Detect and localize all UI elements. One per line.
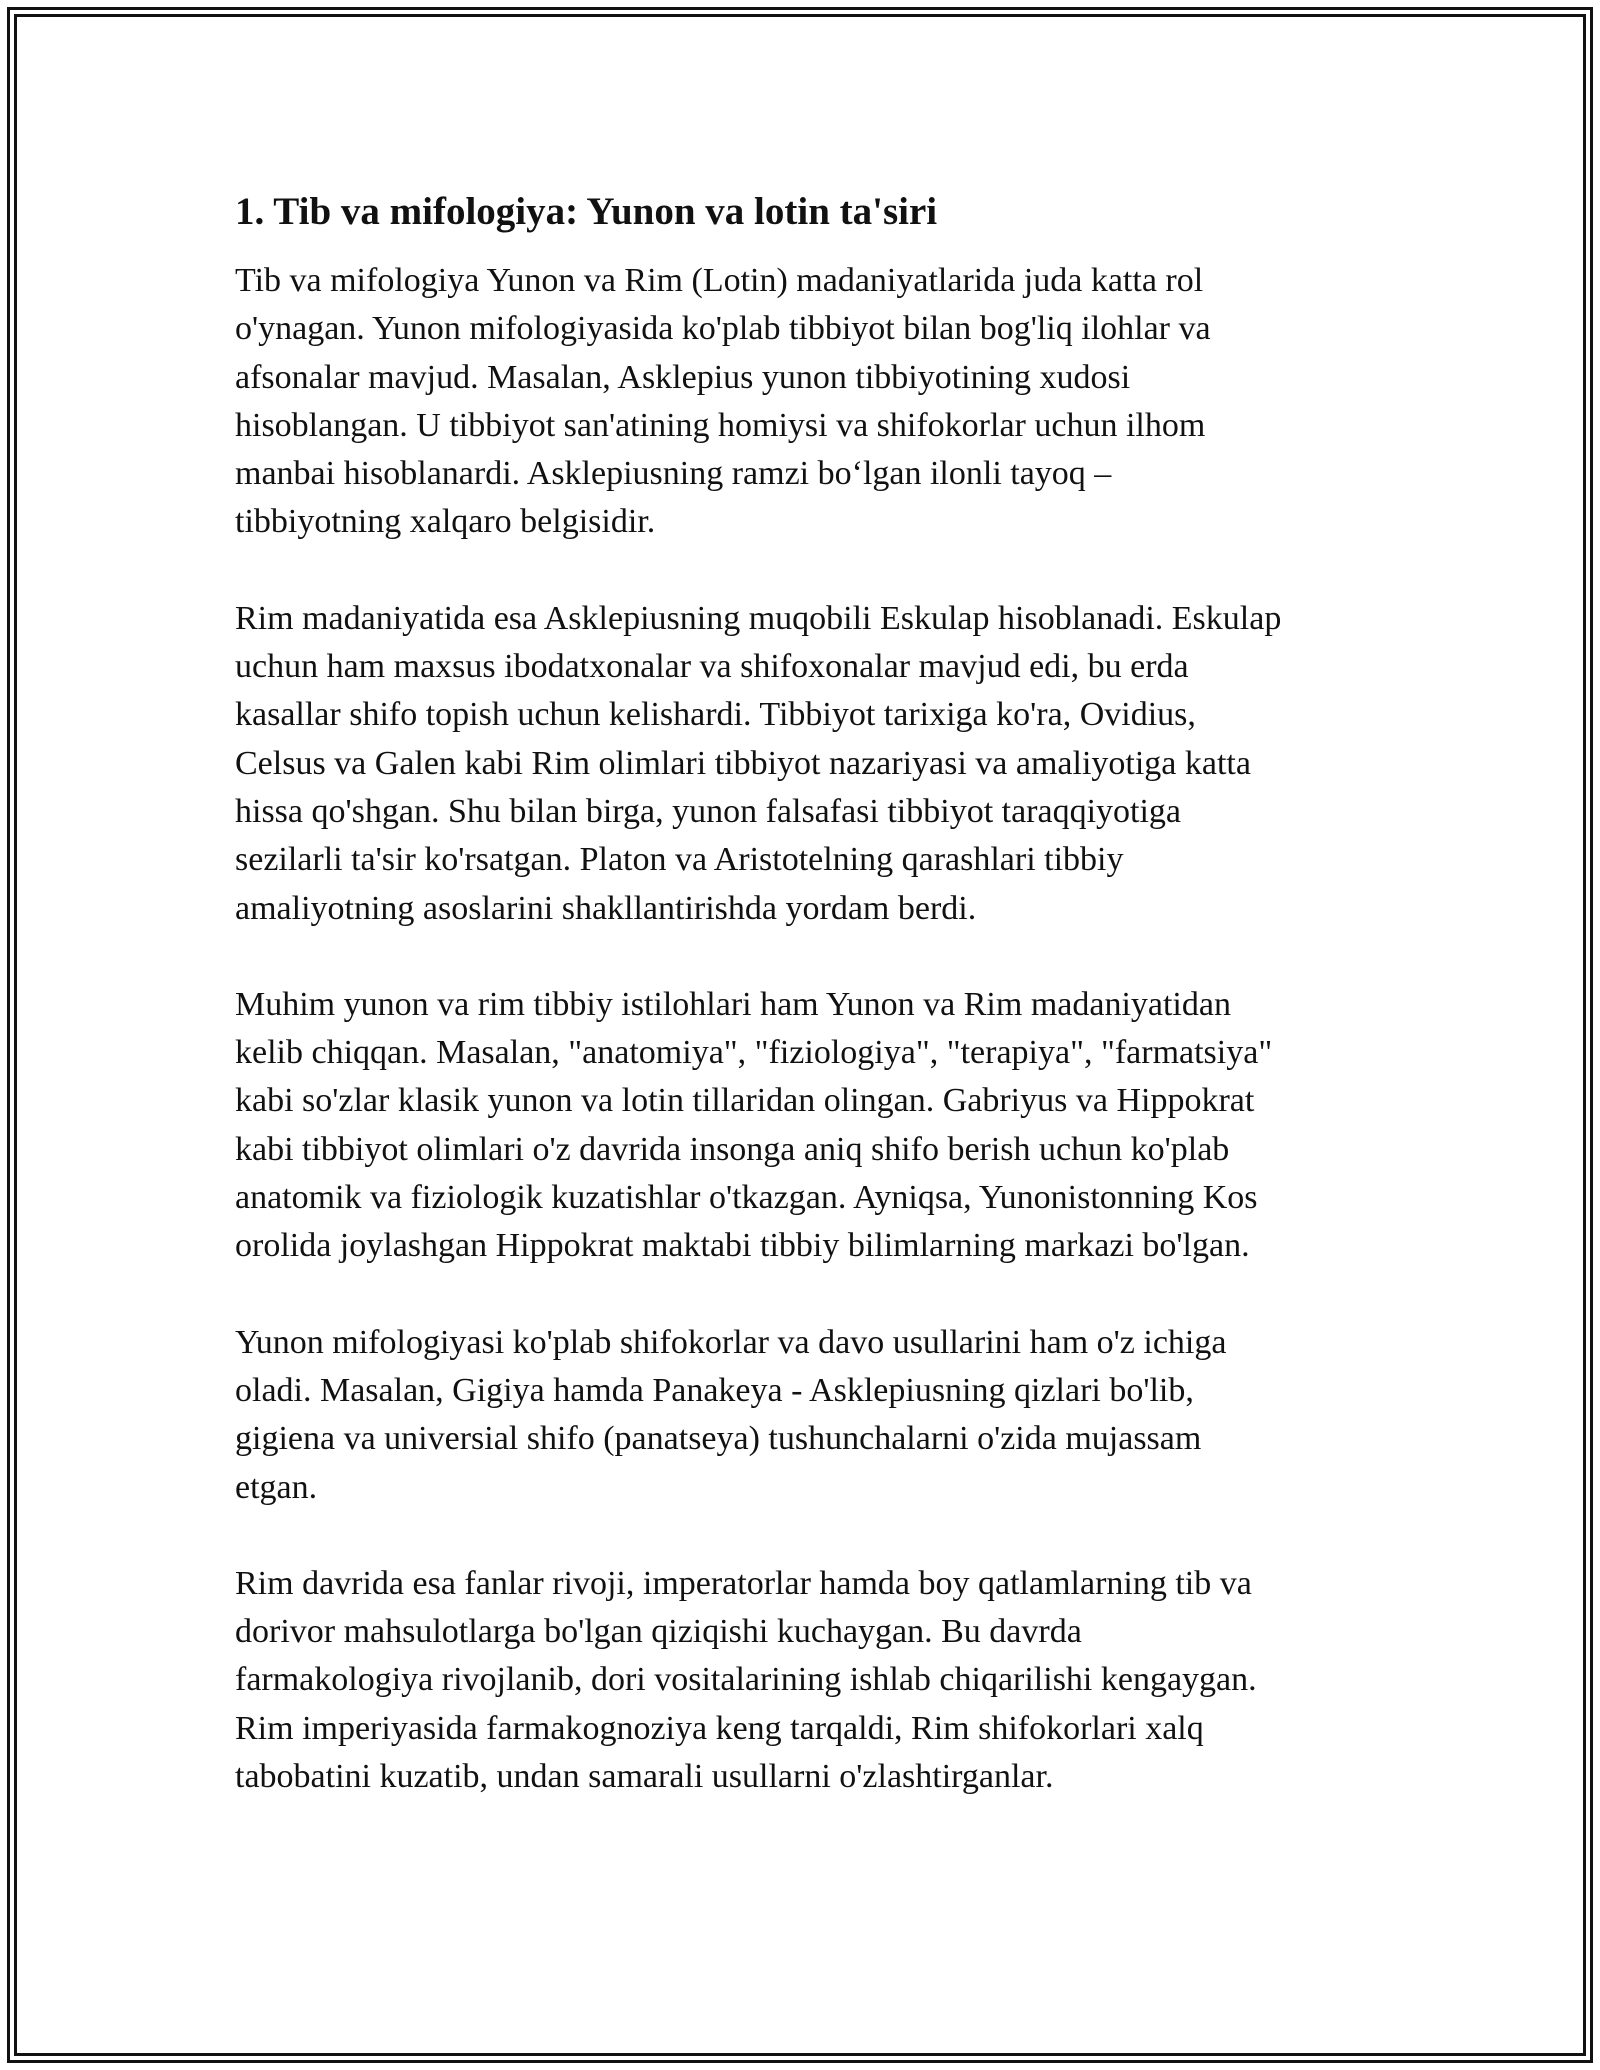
paragraph-line: Rim imperiyasida farmakognoziya keng tarqaldi, Rim shifokorlari xalq <box>235 1709 1204 1747</box>
paragraph-line: uchun ham maxsus ibodatxonalar va shifoxonalar mavjud edi, bu erda <box>235 648 1189 686</box>
paragraph-line: gigiena va universial shifo (panatseya) tushunchalarni o'zida mujassam <box>235 1420 1202 1458</box>
paragraph-line: Yunon mifologiyasi ko'plab shifokorlar va davo usullarini ham o'z ichiga <box>235 1323 1227 1361</box>
paragraph-line: dorivor mahsulotlarga bo'lgan qiziqishi kuchaygan. Bu davrda <box>235 1613 1082 1651</box>
paragraph-4 <box>235 1319 1385 1512</box>
paragraph-line: tibbiyotning xalqaro belgisidir. <box>235 503 656 541</box>
paragraph-line: kabi tibbiyot olimlari o'z davrida insonga aniq shifo berish uchun ko'plab <box>235 1130 1230 1168</box>
paragraph-line: tabobatini kuzatib, undan samarali usullarni o'zlashtirganlar. <box>235 1758 1054 1796</box>
paragraph-line: Muhim yunon va rim tibbiy istilohlari ham Yunon va Rim madaniyatidan <box>235 985 1231 1023</box>
document-title: 1. Tib va mifologiya: Yunon va lotin ta'siri <box>235 190 938 233</box>
paragraph-1 <box>235 257 1385 547</box>
paragraph-line: kabi so'zlar klasik yunon va lotin tillaridan olingan. Gabriyus va Hippokrat <box>235 1082 1255 1120</box>
paragraph-line: o'ynagan. Yunon mifologiyasida ko'plab tibbiyot bilan bog'liq ilohlar va <box>235 310 1211 348</box>
paragraph-line: sezilarli ta'sir ko'rsatgan. Platon va Aristotelning qarashlari tibbiy <box>235 841 1124 879</box>
paragraph-5 <box>235 1560 1385 1801</box>
paragraph-line: Celsus va Galen kabi Rim olimlari tibbiyot nazariyasi va amaliyotiga katta <box>235 744 1251 782</box>
paragraph-line: hisoblangan. U tibbiyot san'atining homiysi va shifokorlar uchun ilhom <box>235 406 1206 444</box>
paragraph-line: Rim madaniyatida esa Asklepiusning muqobili Eskulap hisoblanadi. Eskulap <box>235 599 1282 637</box>
paragraph-line: Rim davrida esa fanlar rivoji, imperatorlar hamda boy qatlamlarning tib va <box>235 1564 1252 1602</box>
paragraph-line: orolida joylashgan Hippokrat maktabi tibbiy bilimlarning markazi bo'lgan. <box>235 1227 1250 1265</box>
document-page <box>235 182 1385 1849</box>
paragraph-line: kelib chiqqan. Masalan, "anatomiya", "fiziologiya", "terapiya", "farmatsiya" <box>235 1034 1273 1072</box>
paragraph-line: hissa qo'shgan. Shu bilan birga, yunon falsafasi tibbiyot taraqqiyotiga <box>235 792 1182 830</box>
paragraph-line: amaliyotning asoslarini shakllantirishda yordam berdi. <box>235 889 977 927</box>
paragraph-line: manbai hisoblanardi. Asklepiusning ramzi bo‘lgan ilonli tayoq – <box>235 455 1112 493</box>
paragraph-line: anatomik va fiziologik kuzatishlar o'tkazgan. Ayniqsa, Yunonistonning Kos <box>235 1179 1258 1217</box>
paragraph-line: kasallar shifo topish uchun kelishardi. Tibbiyot tarixiga ko'ra, Ovidius, <box>235 696 1196 734</box>
paragraph-3 <box>235 981 1385 1271</box>
paragraph-line: afsonalar mavjud. Masalan, Asklepius yunon tibbiyotining xudosi <box>235 358 1131 396</box>
paragraph-line: etgan. <box>235 1468 318 1506</box>
paragraph-2 <box>235 595 1385 933</box>
paragraph-line: farmakologiya rivojlanib, dori vositalarining ishlab chiqarilishi kengaygan. <box>235 1661 1257 1699</box>
paragraph-line: Tib va mifologiya Yunon va Rim (Lotin) madaniyatlarida juda katta rol <box>235 262 1204 299</box>
paragraph-line: oladi. Masalan, Gigiya hamda Panakeya - Asklepiusning qizlari bo'lib, <box>235 1371 1194 1409</box>
